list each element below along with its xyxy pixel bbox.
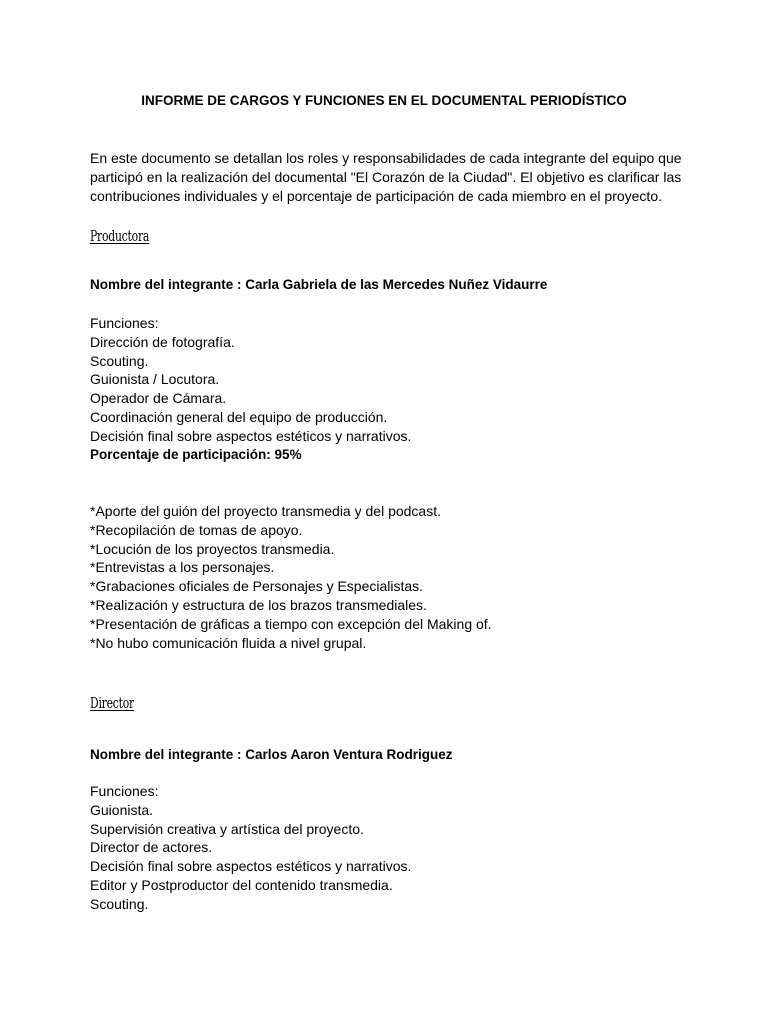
funcion-item: Guionista. xyxy=(90,801,154,818)
funcion-item: Dirección de fotografía. xyxy=(90,333,235,350)
funciones-label: Funciones: xyxy=(90,783,159,799)
note-item: *Locución de los proyectos transmedia. xyxy=(90,540,335,557)
section-heading-productora: Productora xyxy=(90,227,150,245)
note-item: *Aporte del guión del proyecto transmedia y del podcast. xyxy=(90,503,441,519)
member-name: Nombre del integrante : Carla Gabriela de las Mercedes Nuñez Vidaurre xyxy=(90,277,548,292)
funciones-label: Funciones: xyxy=(90,315,159,331)
intro-line: En este documento se detallan los roles y responsabilidades de cada integrante del equipo que xyxy=(90,150,682,166)
note-item: *Entrevistas a los personajes. xyxy=(90,559,275,576)
notes-list xyxy=(90,502,710,652)
intro-line: contribuciones individuales y el porcentaje de participación de cada miembro en el proyecto. xyxy=(90,187,662,204)
note-item: *No hubo comunicación fluida a nivel grupal. xyxy=(90,634,367,651)
member-name: Nombre del integrante : Carlos Aaron Ventura Rodriguez xyxy=(90,747,453,762)
intro-paragraph xyxy=(90,149,690,205)
note-item: *Presentación de gráficas a tiempo con excepción del Making of. xyxy=(90,615,492,632)
funcion-item: Operador de Cámara. xyxy=(90,390,227,407)
note-item: *Realización y estructura de los brazos transmediales. xyxy=(90,596,427,613)
funciones-list xyxy=(90,782,710,914)
funcion-item: Decisión final sobre aspectos estéticos y narrativos. xyxy=(90,427,412,444)
note-item: *Grabaciones oficiales de Personajes y Especialistas. xyxy=(90,578,424,595)
intro-line: participó en la realización del documental "El Corazón de la Ciudad". El objetivo es clarificar las xyxy=(90,168,682,185)
funcion-item: Supervisión creativa y artística del proyecto. xyxy=(90,820,364,837)
document-title: INFORME DE CARGOS Y FUNCIONES EN EL DOCUMENTAL PERIODÍSTICO xyxy=(141,93,627,108)
note-item: *Recopilación de tomas de apoyo. xyxy=(90,521,303,538)
participation-percentage: Porcentaje de participación: 95% xyxy=(90,446,302,462)
funcion-item: Coordinación general del equipo de producción. xyxy=(90,408,388,425)
funcion-item: Scouting. xyxy=(90,895,149,912)
section-heading-director: Director xyxy=(90,694,134,712)
funcion-item: Editor y Postproductor del contenido transmedia. xyxy=(90,876,393,893)
funciones-list xyxy=(90,314,710,464)
funcion-item: Director de actores. xyxy=(90,839,213,856)
funcion-item: Decisión final sobre aspectos estéticos y narrativos. xyxy=(90,858,412,875)
funcion-item: Guionista / Locutora. xyxy=(90,371,220,388)
funcion-item: Scouting. xyxy=(90,352,149,369)
